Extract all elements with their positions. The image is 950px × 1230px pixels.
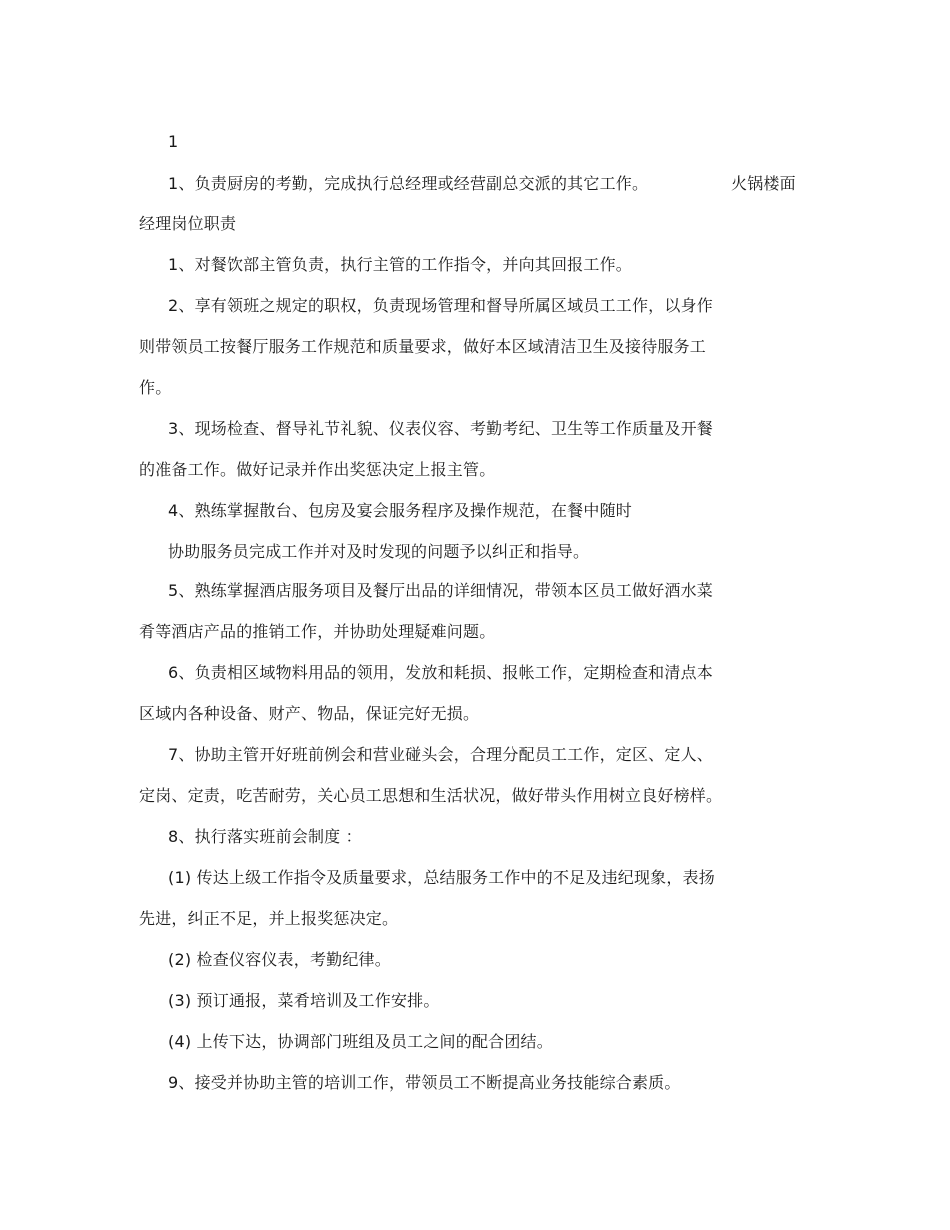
text-line: 定岗、定责，吃苦耐劳，关心员工思想和生活状况，做好带头作用树立良好榜样。 (139, 786, 723, 805)
section-title: 经理岗位职责 (139, 214, 237, 233)
text-line: 则带领员工按餐厅服务工作规范和质量要求，做好本区域清洁卫生及接待服务工 (139, 337, 707, 356)
text-line: 作。 (139, 378, 172, 397)
text-line: 8、执行落实班前会制度 ： (168, 827, 362, 846)
text-line: 先进，纠正不足，并上报奖惩决定。 (139, 909, 399, 928)
text-line: 协助服务员完成工作并对及时发现的问题予以纠正和指导。 (168, 542, 590, 561)
page-number: 1 (168, 132, 179, 151)
text-line: 肴等酒店产品的推销工作，并协助处理疑难问题。 (139, 622, 496, 641)
text-line: 9、接受并协助主管的培训工作，带领员工不断提高业务技能综合素质。 (168, 1073, 681, 1092)
text-line: 区域内各种设备、财产、物品，保证完好无损。 (139, 704, 480, 723)
text-line: (1) 传达上级工作指令及质量要求，总结服务工作中的不足及违纪现象，表扬 (168, 868, 715, 887)
text-line: (4) 上传下达，协调部门班组及员工之间的配合团结。 (168, 1032, 553, 1051)
text-line: 6、负责相区域物料用品的领用，发放和耗损、报帐工作，定期检查和清点本 (168, 663, 713, 682)
header-item: 1、负责厨房的考勤，完成执行总经理或经营副总交派的其它工作。 (168, 174, 649, 193)
text-line: (3) 预订通报，菜肴培训及工作安排。 (168, 991, 440, 1010)
text-line: 3、现场检查、督导礼节礼貌、仪表仪容、考勤考纪、卫生等工作质量及开餐 (168, 419, 713, 438)
text-line: 2、享有领班之规定的职权，负责现场管理和督导所属区域员工工作，以身作 (168, 296, 713, 315)
text-line: 1、对餐饮部主管负责，执行主管的工作指令，并向其回报工作。 (168, 255, 632, 274)
text-line: 5、熟练掌握酒店服务项目及餐厅出品的详细情况，带领本区员工做好酒水菜 (168, 581, 713, 600)
text-line: (2) 检查仪容仪表，考勤纪律。 (168, 950, 391, 969)
text-line: 7、协助主管开好班前例会和营业碰头会，合理分配员工工作，定区、定人、 (168, 745, 713, 764)
text-line: 4、熟练掌握散台、包房及宴会服务程序及操作规范，在餐中随时 (168, 501, 632, 520)
header-right-text: 火锅楼面 (731, 174, 796, 193)
text-line: 的准备工作。做好记录并作出奖惩决定上报主管。 (139, 460, 496, 479)
